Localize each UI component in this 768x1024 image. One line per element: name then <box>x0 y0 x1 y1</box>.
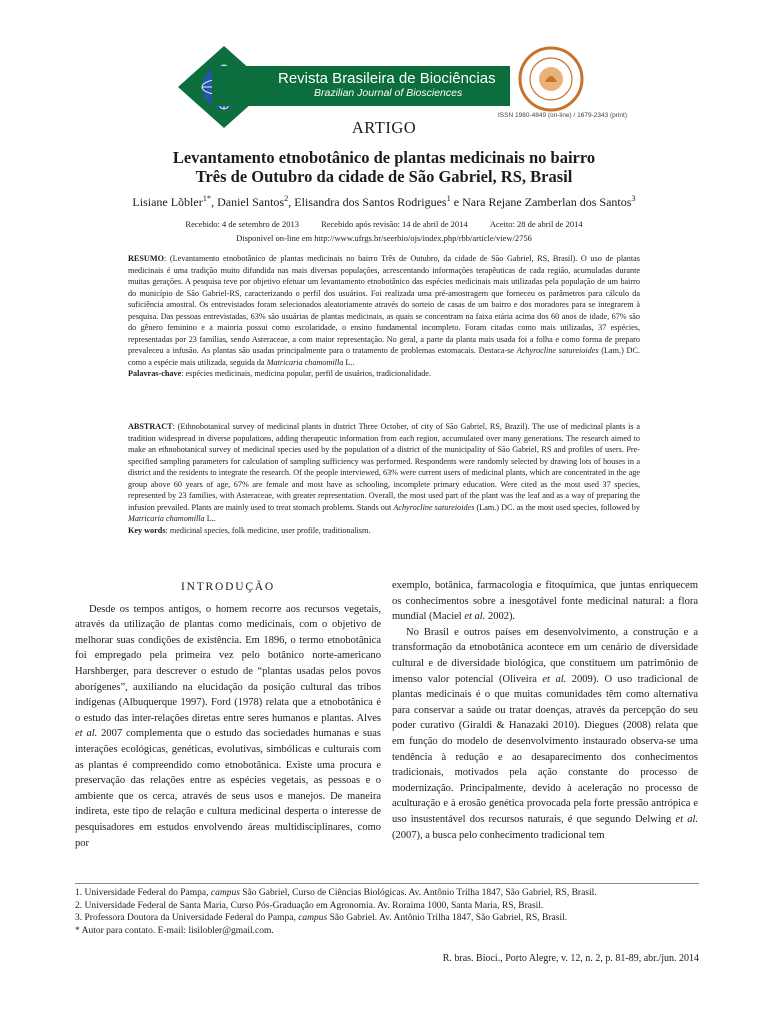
author-affiliation-mark: 1* <box>202 194 212 203</box>
journal-title: Revista Brasileira de Biociências <box>278 70 496 87</box>
intro-paragraph-1-continued: exemplo, botânica, farmacologia e fitoquímica, que juntas enriquecem os conhecimentos sobre a inesgotável fonte medicinal natural: a flora mundial (Maciel et al. 2002). <box>392 580 698 623</box>
author-affiliation-mark: 1 <box>446 194 451 203</box>
title-line-1: Levantamento etnobotânico de plantas medicinais no bairro <box>172 148 596 167</box>
article-dates <box>40 219 728 229</box>
resumo-keywords: Palavras-chave: espécies medicinais, medicina popular, perfil de usuários, tradicionalidade. <box>128 369 431 378</box>
author-affiliation-mark: 2 <box>284 194 289 203</box>
abstract-block <box>128 421 640 536</box>
author-name: Nara Rejane Zamberlan dos Santos <box>462 195 632 209</box>
abstract-keywords: Key words: medicinal species, folk medicine, user profile, traditionalism. <box>128 525 371 535</box>
section-heading-introducao: INTRODUÇÃO <box>180 581 276 593</box>
issn: ISSN 1980-4849 (on-line) / 1679-2343 (print) <box>498 112 627 119</box>
footnote-contact: * Autor para contato. E-mail: lisilobler@gmail.com. <box>75 925 274 936</box>
date-revised: Recebido após revisão: 14 de abril de 2014 <box>321 219 468 229</box>
body-column-left <box>75 580 381 851</box>
resumo-block <box>128 253 640 380</box>
author-name: Elisandra dos Santos Rodrigues <box>294 195 447 209</box>
footnote-3: 3. Professora Doutora da Universidade Federal do Pampa, campus São Gabriel. Av. Antônio Trilha 1847, São Gabriel, RS, Brasil. <box>75 913 568 923</box>
author-list: Lisiane Lõbler$^{1*}$, Daniel Santos$^2$, Elisandra dos Santos Rodrigues$^1$ e Nara Rejane Zamberlan dos Santos$^3$ <box>132 194 636 209</box>
footnote-divider <box>75 883 699 884</box>
intro-paragraph-1: Desde os tempos antigos, o homem recorre aos recursos vegetais, através da utilização de plantas como medicinais, com o objetivo de melhorar suas condições de existência. Em 1896, o termo etnobotânica foi empregado pela primeira vez pelo botânico norte-americano Harshberger, para descrever o estudo de “plantas usadas pelos povos aborígenes”, auxiliando na elucidação da posição cultural das tribos indígenas (Albuquerque 1997). Ford (1978) relata que a etnobotânica é o estudo das inter-relações diretas entre seres humanos e plantas. Alves et al. 2007 complementa que o estudo das sociedades humanas e suas interações ecológicas, genéticas, evolutivas, simbólicas e culturais com as plantas é compreendido como etnobotânica. Existe uma procura e preservação das relações entre as espécies vegetais, as pessoas e o ambiente que os cerca, através de seus usos e manejos. De maneira indireta, este tipo de relação e cultura medicinal desperta o interesse de pesquisadores em estudos envolvendo áreas multidisciplinares, como por <box>75 603 382 849</box>
journal-subtitle: Brazilian Journal of Biosciences <box>314 87 463 99</box>
section-label: ARTIGO <box>351 118 417 137</box>
intro-paragraph-2: No Brasil e outros países em desenvolvimento, a construção e a transformação da etnobotânica acontece em um cenário de diversidade cultural e de diversidade biológica, que constituem um patrimônio de imenso valor potencial (Oliveira et al. 2009). O uso tradicional de plantas medicinais é o que muitas comunidades têm como alternativa para conservar a saúde ou tratar doenças, através da percepção do seu poder curativo (Giraldi & Hanazaki 2010). Diegues (2008) relata que em função do modelo de desenvolvimento instaurado observa-se uma tendência à redução e ao desaparecimento dos conhecimentos tradicionais, motivados pela ação constante do processo de modernização. Principalmente, devido à aceleração no processo de aculturação e à erosão genética provocada pela forte pressão antrópica e uso insustentável dos recursos naturais, é que segundo Delwing et al. (2007), a busca pelo conhecimento tradicional tem <box>392 626 699 841</box>
author-name: Daniel Santos <box>217 195 285 209</box>
footnote-1: 1. Universidade Federal do Pampa, campus São Gabriel, Curso de Ciências Biológicas. Av. Antônio Trilha 1847, São Gabriel, RS, Brasil. <box>75 888 597 898</box>
footnote-2: 2. Universidade Federal de Santa Maria, Curso Pós-Graduação em Agronomia. Av. Roraima 1000, Santa Maria, RS, Brasil. <box>75 900 544 911</box>
author-affiliation-mark: 3 <box>631 194 636 203</box>
resumo-text: RESUMO: (Levantamento etnobotânico de plantas medicinais no bairro Três de Outubro, da cidade de São Gabriel, RS, Brasil). O uso de plantas medicinais é uma tradição muito difundida nas mais diversas populações, acrescentando informações terapêuticas de cada região, acumuladas durante muitas gerações. A pesquisa teve por objetivo efetuar um levantamento etnobotânico das espécies medicinais mais utilizadas pela população de um bairro do município de São Gabriel-RS, caracterizando o perfil dos usuários. Foi realizada uma pré-amostragem que forneceu os parâmetros para cálculo da suficiência amostral. Os entrevistados foram selecionados aleatoriamente através do sorteio de casas de um bairro e dos moradores para se integrarem à pesquisa. Das pessoas entrevistadas, 63% são usuárias de plantas medicinais, as quais se concentram na faixa etária acima dos 60 anos de idade, 67% são do gênero feminino e a maioria possui como escolaridade, o ensino fundamental incompleto. Foram citadas como mais utilizadas, 37 espécies, representadas por 23 famílias, sendo Asteraceae, a com maior representação. No geral, a parte da planta mais usada foi a folha e como forma de preparo prevaleceu a infusão. As plantas são usadas principalmente para o tratamento de problemas estomacais. Destaca-se Achyrocline satureioides (Lam.) DC. como a espécie mais utilizada, seguida da Matricaria chamomilla L.. <box>128 254 640 367</box>
article-title <box>60 148 708 186</box>
date-accepted: Aceito: 28 de abril de 2014 <box>489 219 583 229</box>
title-line-2: Três de Outubro da cidade de São Gabriel, RS, Brasil <box>195 167 573 186</box>
footer-citation: R. bras. Bioci., Porto Alegre, v. 12, n. 2, p. 81-89, abr./jun. 2014 <box>442 953 699 964</box>
abstract-text: ABSTRACT: (Ethnobotanical survey of medicinal plants in district Three October, of city of São Gabriel, RS, Brazil). The use of medicinal plants is a tradition widespread in diverse populations, adding therapeutic information from each region, accumulated over many generations. The research aimed to make an ethnobotanical survey of medicinal species used by the population of a district of the municipality of São Gabriel, RS and profiles of users. Pre-specified sampling parameters for calculation of sampling sufficiency was performed. Respondents were randomly selected by drawing lots of houses in a district and the residents to integrate the research. Of the people interviewed, 63% were current users of medicinal plants, which are concentrated in the age group above 60 years of age, 67% are female and most have as schooling, incomplete primary education. Were cited as the most used 37 species, represented by 23 families, with Asteraceae, with greater representation. Overall, the most used part of the plant was the leaf and as a way of preparing the infusion prevailed. Plants are mainly used to treat stomach problems. Stands out Achyrocline satureioides (Lam.) DC. as the most used species, followed by Matricaria chamomilla L.. <box>128 422 640 523</box>
institute-seal-icon <box>518 46 584 112</box>
footnotes <box>75 887 705 937</box>
body-column-right <box>392 578 698 843</box>
date-received: Recebido: 4 de setembro de 2013 <box>185 219 299 229</box>
author-name: Lisiane Lõbler <box>132 195 203 209</box>
online-availability[interactable]: Disponível on-line em http://www.ufrgs.br/seerbio/ojs/index.php/rbb/article/view/2756 <box>236 233 532 243</box>
